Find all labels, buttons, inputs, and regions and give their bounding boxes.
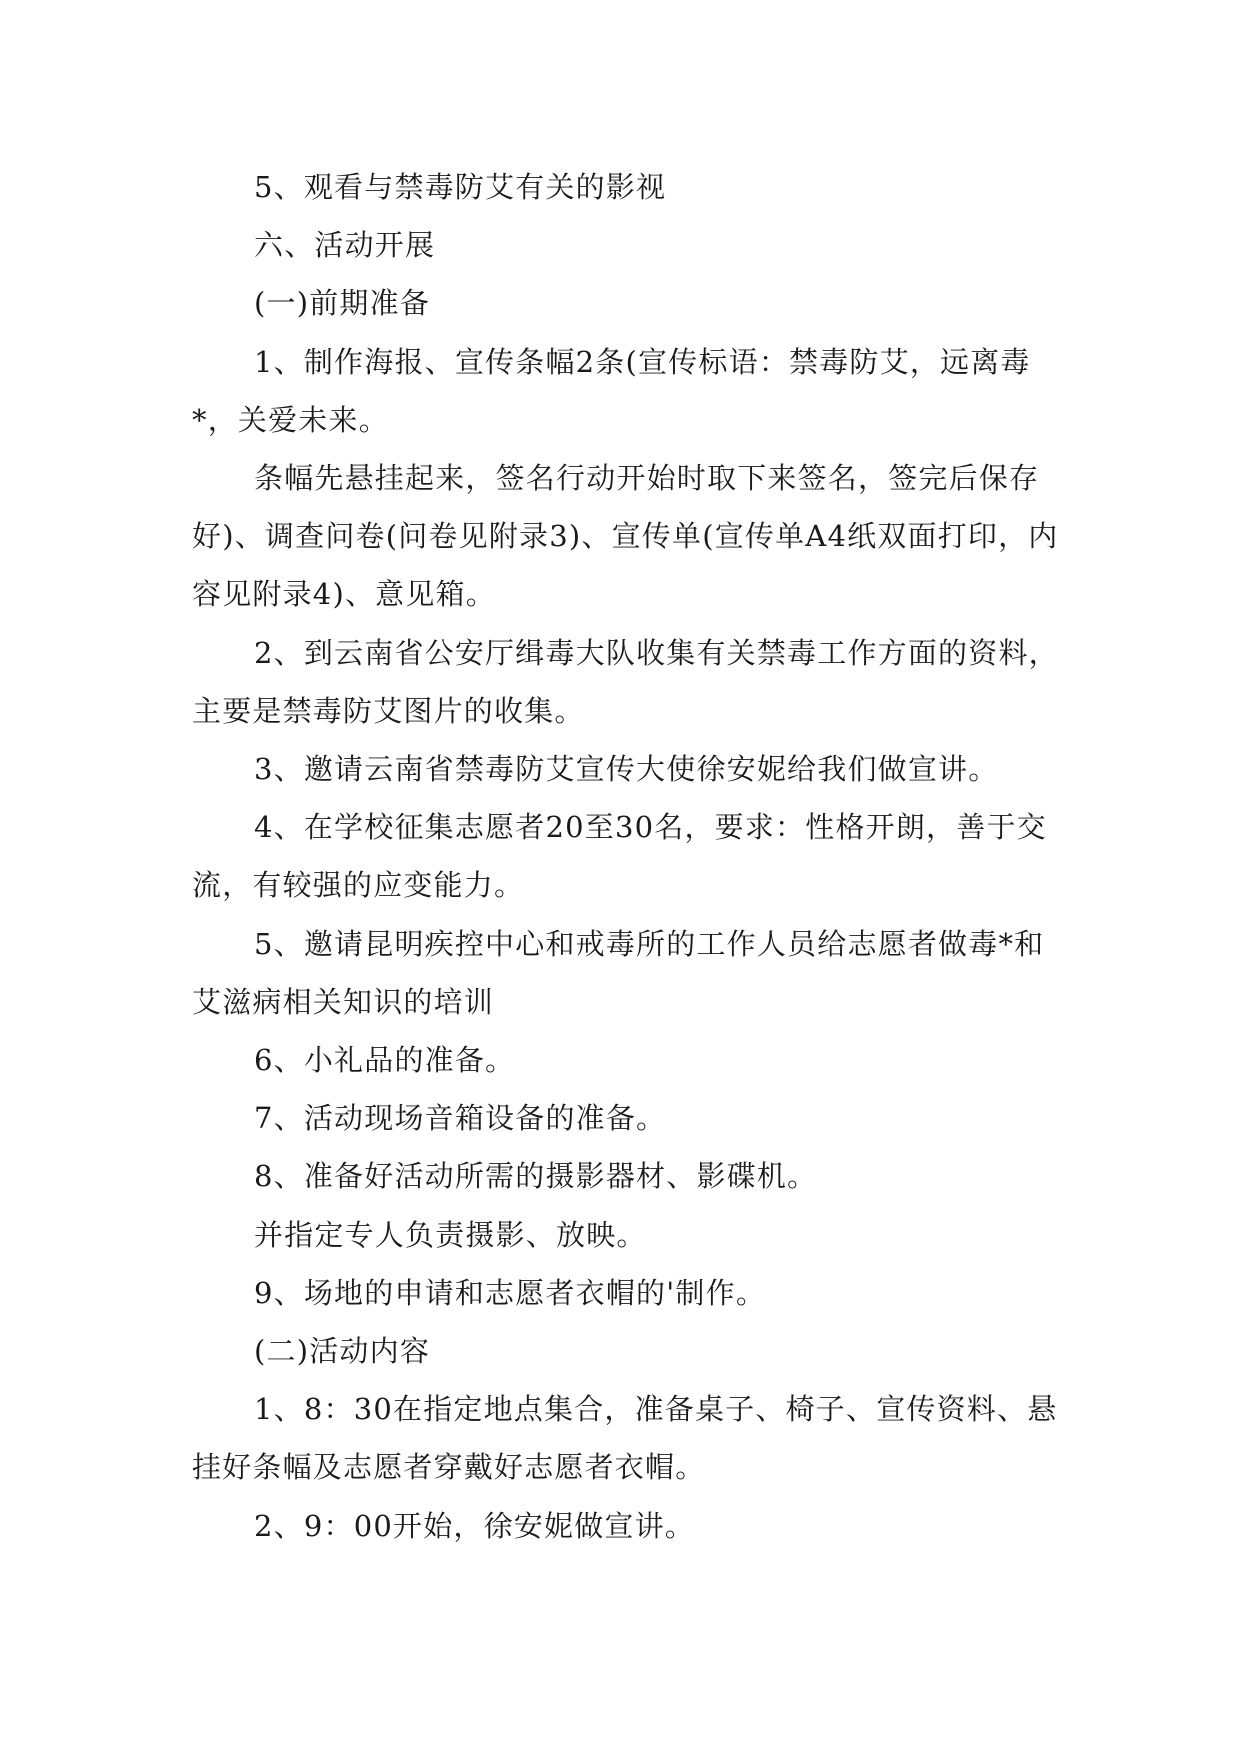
subsection-heading: (一)前期准备 [254, 286, 431, 321]
paragraph: 条幅先悬挂起来，签名行动开始时取下来签名，签完后保存好)、调查问卷(问卷见附录3)、宣传单(宣传单A4纸双面打印，内容见附录4)、意见箱。 [192, 461, 1059, 612]
section-heading: 六、活动开展 [254, 228, 436, 263]
paragraph: 7、活动现场音箱设备的准备。 [254, 1101, 667, 1136]
paragraph: 6、小礼品的准备。 [254, 1043, 516, 1078]
document-body [192, 158, 1062, 1555]
paragraph: 1、制作海报、宣传条幅2条(宣传标语：禁毒防艾，远离毒*，关爱未来。 [192, 344, 1031, 437]
paragraph: 3、邀请云南省禁毒防艾宣传大使徐安妮给我们做宣讲。 [254, 752, 999, 787]
subsection-heading: (二)活动内容 [254, 1334, 431, 1369]
paragraph: 2、到云南省公安厅缉毒大队收集有关禁毒工作方面的资料，主要是禁毒防艾图片的收集。 [192, 635, 1059, 728]
paragraph: 5、观看与禁毒防艾有关的影视 [254, 170, 667, 204]
paragraph: 8、准备好活动所需的摄影器材、影碟机。 [254, 1159, 818, 1194]
paragraph: 9、场地的申请和志愿者衣帽的'制作。 [254, 1275, 767, 1310]
paragraph: 并指定专人负责摄影、放映。 [254, 1217, 647, 1252]
paragraph: 2、9：00开始，徐安妮做宣讲。 [254, 1508, 696, 1543]
paragraph: 5、邀请昆明疾控中心和戒毒所的工作人员给志愿者做毒*和艾滋病相关知识的培训 [192, 926, 1045, 1019]
paragraph: 1、8：30在指定地点集合，准备桌子、椅子、宣传资料、悬挂好条幅及志愿者穿戴好志愿者衣帽。 [192, 1392, 1058, 1485]
paragraph: 4、在学校征集志愿者20至30名，要求：性格开朗，善于交流，有较强的应变能力。 [192, 810, 1047, 903]
